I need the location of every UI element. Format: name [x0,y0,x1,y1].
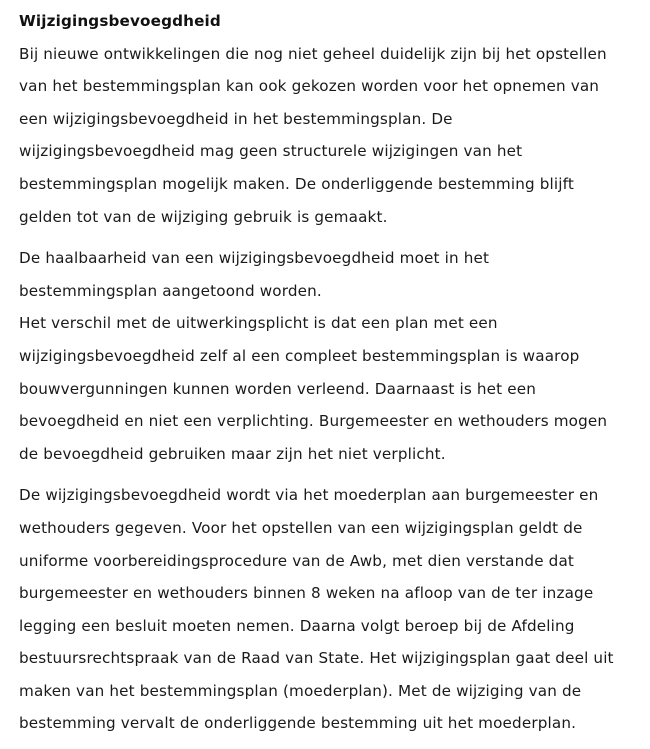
text-line: burgemeester en wethouders binnen 8 weken na afloop van de ter inzage [19,584,594,603]
paragraph-2 [19,242,644,470]
text-line: de bevoegdheid gebruiken maar zijn het niet verplicht. [19,444,446,463]
text-line: gelden tot van de wijziging gebruik is gemaakt. [19,207,388,226]
document-body [19,5,644,749]
text-line: bestemmingsplan mogelijk maken. De onderliggende bestemming blijft [19,174,574,193]
paragraph-3 [19,479,644,740]
text-line: bestemmingsplan aangetoond worden. [19,281,322,300]
text-line: maken van het bestemmingsplan (moederplan). Met de wijziging van de [19,681,582,700]
section-heading: Wijzigingsbevoegdheid [19,12,221,30]
text-line: bestuursrechtspraak van de Raad van State. Het wijzigingsplan gaat deel uit [19,649,614,668]
text-line: bevoegdheid en niet een verplichting. Burgemeester en wethouders mogen [19,412,608,431]
text-line: uniforme voorbereidingsprocedure van de Awb, met dien verstande dat [19,551,575,570]
text-line: wijzigingsbevoegdheid zelf al een compleet bestemmingsplan is waarop [19,346,580,365]
text-line: bouwvergunningen kunnen worden verleend. Daarnaast is het een [19,379,537,398]
text-line: Bij nieuwe ontwikkelingen die nog niet geheel duidelijk zijn bij het opstellen [19,44,607,63]
text-line: legging een besluit moeten nemen. Daarna volgt beroep bij de Afdeling [19,616,575,635]
text-line: wethouders gegeven. Voor het opstellen van een wijzigingsplan geldt de [19,518,583,537]
text-line: bestemming vervalt de onderliggende bestemming uit het moederplan. [19,714,577,733]
text-line: De wijzigingsbevoegdheid wordt via het moederplan aan burgemeester en [19,486,599,505]
text-line: wijzigingsbevoegdheid mag geen structurele wijzigingen van het [19,142,523,161]
paragraph-1 [19,38,644,234]
text-line: een wijzigingsbevoegdheid in het bestemmingsplan. De [19,109,453,128]
text-line: Het verschil met de uitwerkingsplicht is dat een plan met een [19,314,498,333]
text-line: van het bestemmingsplan kan ook gekozen worden voor het opnemen van [19,77,600,96]
text-line: De haalbaarheid van een wijzigingsbevoegdheid moet in het [19,249,490,268]
